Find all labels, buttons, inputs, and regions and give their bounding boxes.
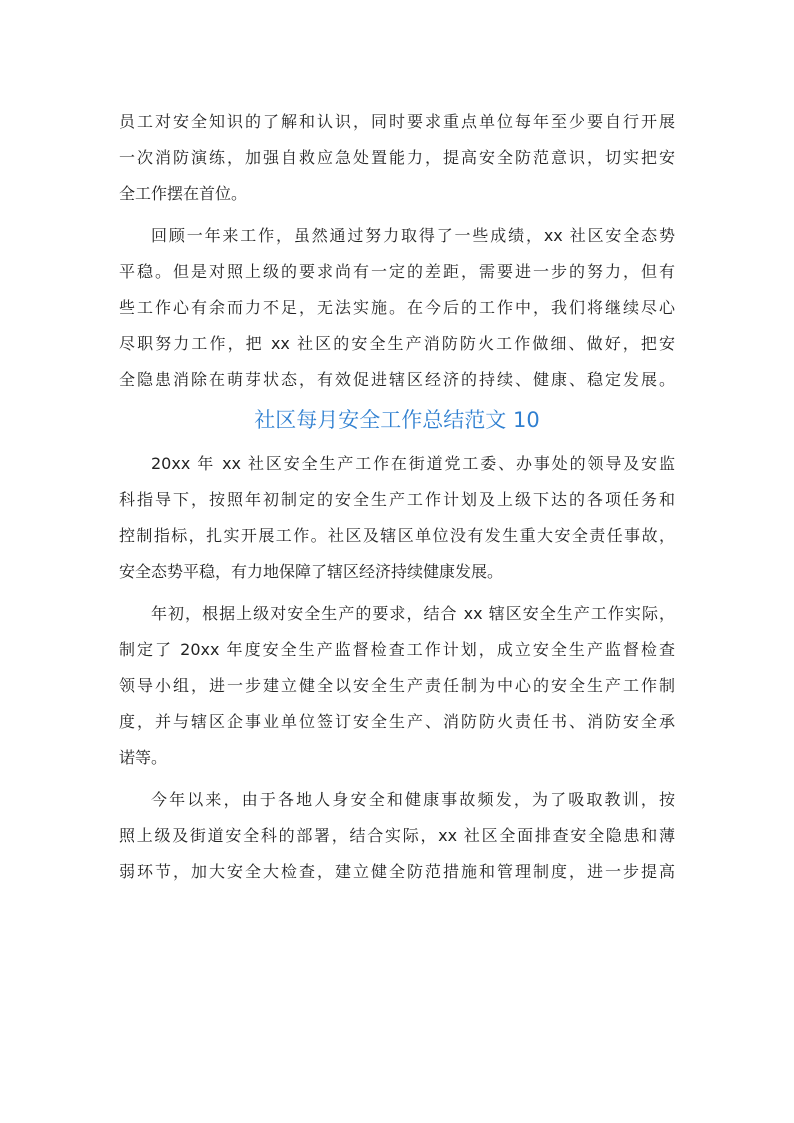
text-line: 尽职努力工作，把 xx 社区的安全生产消防防火工作做细、做好，把安	[119, 334, 675, 353]
document-body	[119, 104, 675, 890]
paragraph-1	[119, 104, 675, 212]
text-line: 照上级及街道安全科的部署，结合实际，xx 社区全面排查安全隐患和薄	[119, 826, 675, 845]
text-line: 平稳。但是对照上级的要求尚有一定的差距，需要进一步的努力，但有	[119, 262, 675, 281]
text-line: 回顾一年来工作，虽然通过努力取得了一些成绩，xx 社区安全态势	[151, 226, 675, 245]
paragraph-3	[119, 446, 675, 590]
text-line: 全工作摆在首位。	[119, 184, 248, 203]
text-line: 全隐患消除在萌芽状态，有效促进辖区经济的持续、健康、稳定发展。	[119, 370, 675, 389]
section-heading: 社区每月安全工作总结范文 10	[254, 408, 540, 432]
paragraph-5	[119, 782, 675, 890]
text-line: 一次消防演练，加强自救应急处置能力，提高安全防范意识，切实把安	[119, 148, 675, 167]
text-line: 安全态势平稳，有力地保障了辖区经济持续健康发展。	[119, 562, 504, 581]
text-line: 科指导下，按照年初制定的安全生产工作计划及上级下达的各项任务和	[119, 490, 675, 509]
text-line: 弱环节，加大安全大检查，建立健全防范措施和管理制度，进一步提高	[119, 862, 675, 881]
paragraph-4	[119, 596, 675, 776]
text-line: 些工作心有余而力不足，无法实施。在今后的工作中，我们将继续尽心	[119, 298, 675, 317]
text-line: 今年以来，由于各地人身安全和健康事故频发，为了吸取教训，按	[151, 790, 675, 809]
text-line: 员工对安全知识的了解和认识，同时要求重点单位每年至少要自行开展	[119, 112, 675, 131]
text-line: 领导小组，进一步建立健全以安全生产责任制为中心的安全生产工作制	[119, 676, 675, 695]
text-line: 20xx 年 xx 社区安全生产工作在街道党工委、办事处的领导及安监	[151, 454, 675, 473]
paragraph-2	[119, 218, 675, 398]
text-line: 度，并与辖区企事业单位签订安全生产、消防防火责任书、消防安全承	[119, 712, 675, 731]
text-line: 控制指标，扎实开展工作。社区及辖区单位没有发生重大安全责任事故，	[119, 526, 675, 545]
text-line: 制定了 20xx 年度安全生产监督检查工作计划，成立安全生产监督检查	[119, 640, 675, 659]
text-line: 年初，根据上级对安全生产的要求，结合 xx 辖区安全生产工作实际，	[151, 604, 675, 623]
text-line: 诺等。	[119, 748, 168, 767]
